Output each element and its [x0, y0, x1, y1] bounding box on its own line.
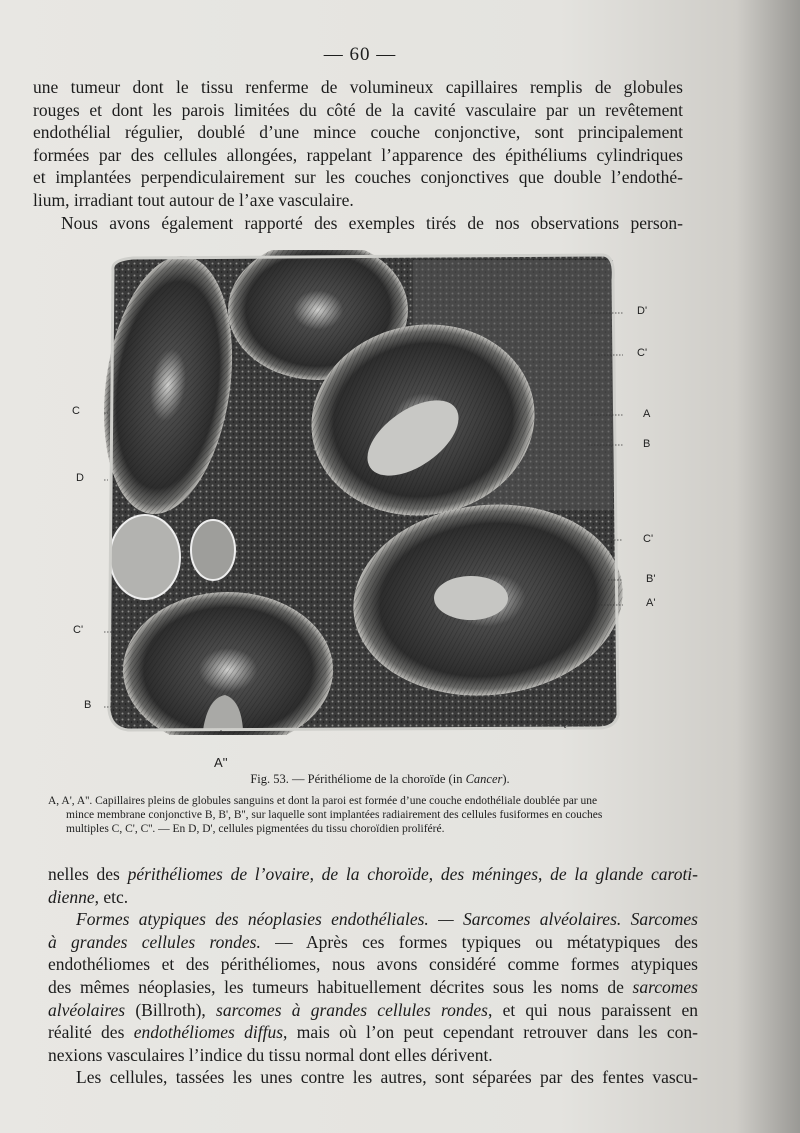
text-line: dienne, etc. — [48, 886, 129, 907]
illustrator-signature: A.COQUELIN. — [535, 718, 605, 728]
text-line: à grandes cellules rondes. — Après ces formes typiques ou métatypiques des — [48, 931, 698, 952]
figure-label-a-prime: A' — [646, 597, 656, 609]
figure-caption-body — [48, 794, 688, 836]
figure-label-c-prime-mid: C' — [643, 533, 654, 545]
text-line: endothélial régulier, doublé d’une mince couche conjonctive, sont principalement — [33, 122, 683, 143]
figure-label-a-double-prime: A'' — [214, 755, 228, 770]
text-line: Formes atypiques des néoplasies endothéliales. — Sarcomes alvéolaires. Sarcomes — [76, 909, 698, 930]
figure-label-b-left: B — [84, 699, 92, 711]
top-paragraph — [33, 76, 683, 234]
figure-label-c-prime-left: C' — [73, 624, 84, 636]
figure-label-b-prime: B' — [646, 573, 656, 585]
bottom-paragraph — [48, 863, 698, 1089]
text-line: et implantées perpendiculairement sur les couches conjonctives que double l’endothé- — [33, 167, 683, 188]
figure-label-b: B — [643, 438, 651, 450]
figure-label-c-prime-top: C' — [637, 347, 648, 359]
text-line: des mêmes néoplasies, les tumeurs habituellement décrites sous les noms de sarcomes — [48, 976, 698, 997]
figure-label-a: A — [643, 408, 651, 420]
page-number: — 60 — — [323, 44, 397, 65]
text-line: réalité des endothéliomes diffus, mais où l’on peut cependant retrouver dans les con- — [48, 1022, 699, 1043]
text-line: lium, irradiant tout autour de l’axe vasculaire. — [33, 189, 354, 210]
caption-line: mince membrane conjonctive B, B', B'', sur laquelle sont implantées radiairement des cellules fusiformes en couches — [66, 809, 603, 821]
text-line: endothéliomes et des périthéliomes, nous avons considéré comme formes atypiques — [48, 954, 698, 975]
text-line: Les cellules, tassées les unes contre les autres, sont séparées par des fentes vascu- — [76, 1067, 698, 1088]
figure-label-d-prime: D' — [637, 305, 648, 317]
figure-caption-title: Fig. 53. — Périthéliome de la choroïde (in Cancer). — [250, 772, 510, 786]
text-line: rouges et dont les parois limitées du côté de la cavité vasculaire par un revêtement — [33, 99, 683, 120]
text-line: nexions vasculaires l’indice du tissu normal dont elles dérivent. — [48, 1044, 493, 1065]
figure-label-c-left: C — [72, 405, 80, 417]
histology-figure — [103, 250, 623, 735]
figure-label-d-left: D — [76, 472, 84, 484]
caption-line: multiples C, C', C''. — En D, D', cellules pigmentées du tissu choroïdien proliféré. — [66, 823, 445, 835]
text-line: nelles des périthéliomes de l’ovaire, de la choroïde, des méninges, de la glande caroti- — [48, 864, 698, 884]
text-line: alvéolaires (Billroth), sarcomes à grandes cellules rondes, et qui nous paraissent en — [48, 999, 699, 1020]
text-line: Nous avons également rapporté des exemples tirés de nos observations person- — [61, 212, 683, 233]
caption-line: A, A', A''. Capillaires pleins de globules sanguins et dont la paroi est formée d’une couche endothéliale doublée par une — [48, 795, 598, 807]
text-line: formées par des cellules allongées, rappelant l’apparence des épithéliums cylindriques — [33, 144, 683, 165]
text-line: une tumeur dont le tissu renferme de volumineux capillaires remplis de globules — [33, 77, 683, 97]
